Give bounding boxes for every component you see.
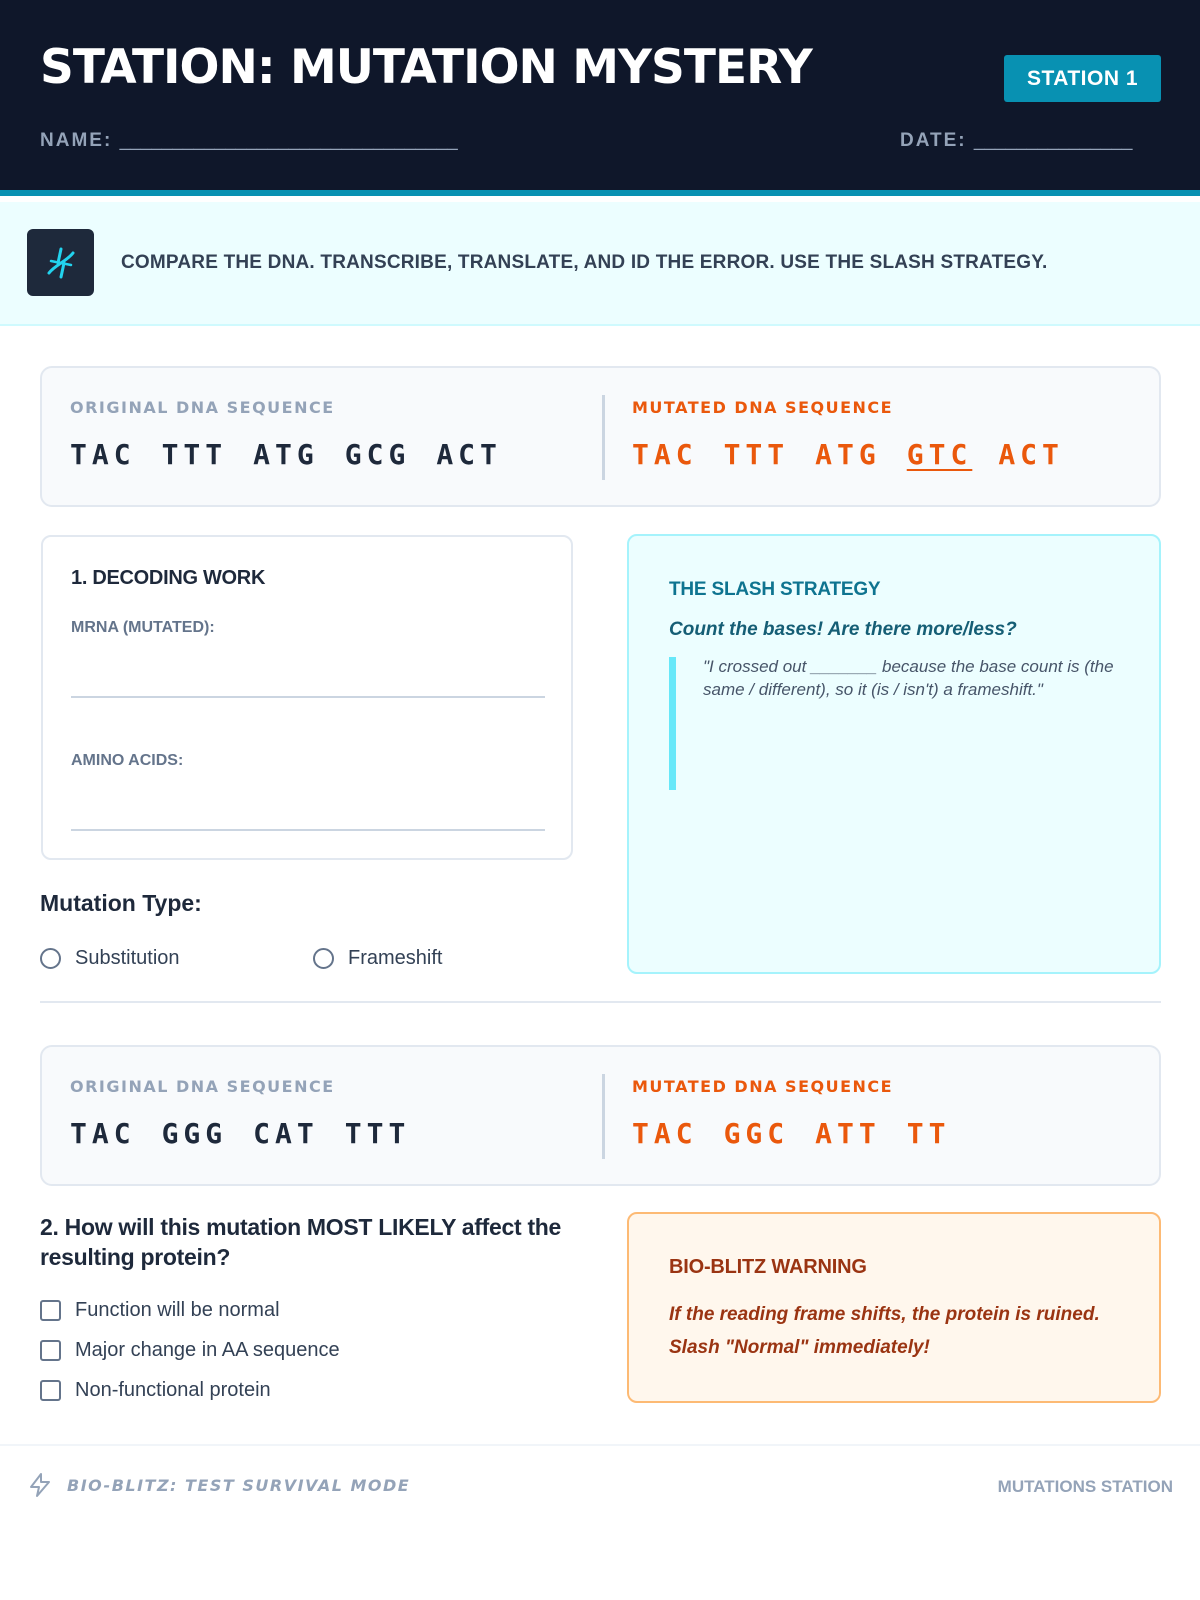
page-title: STATION: MUTATION MYSTERY	[40, 40, 812, 95]
name-label: NAME:	[40, 130, 113, 151]
codon: TAC	[70, 1117, 136, 1150]
checkbox-option-normal[interactable]	[40, 1299, 280, 1322]
codon: GCG	[344, 438, 411, 471]
checkbox[interactable]	[40, 1340, 61, 1361]
slash-question: Count the bases! Are there more/less?	[669, 619, 1017, 640]
footer-left-text: BIO-BLITZ: TEST SURVIVAL MODE	[67, 1475, 411, 1495]
codon: TAC	[632, 438, 698, 471]
divider	[602, 1074, 605, 1159]
decoding-heading: 1. DECODING WORK	[71, 567, 266, 589]
mrna-label: MRNA (MUTATED):	[71, 619, 215, 636]
codon: TTT	[344, 1117, 411, 1150]
quote-bar	[669, 657, 676, 790]
radio-label: Frameshift	[348, 947, 443, 969]
question-2: 2. How will this mutation MOST LIKELY affect the resulting protein?	[40, 1214, 562, 1270]
checkbox-option-non-functional[interactable]	[40, 1379, 271, 1402]
mrna-answer-line[interactable]	[71, 696, 545, 698]
codon: ATT	[815, 1117, 881, 1150]
mutated-dna-sequence	[632, 1117, 976, 1150]
header	[0, 0, 1200, 196]
radio-label: Substitution	[75, 947, 180, 969]
footer-right-text: MUTATIONS STATION	[997, 1477, 1173, 1496]
checkbox[interactable]	[40, 1300, 61, 1321]
instruction-text: COMPARE THE DNA. TRANSCRIBE, TRANSLATE, AND ID THE ERROR. USE THE SLASH STRATEGY.	[121, 252, 1048, 273]
footer-brand	[27, 1472, 410, 1498]
checkbox[interactable]	[40, 1380, 61, 1401]
section-divider	[40, 1001, 1161, 1003]
checkbox-label: Function will be normal	[75, 1299, 280, 1321]
original-dna-sequence	[70, 1117, 436, 1150]
instruction-bar	[0, 202, 1200, 326]
original-dna-label: ORIGINAL DNA SEQUENCE	[70, 1077, 335, 1096]
codon: ACT	[998, 438, 1064, 471]
bio-blitz-warning	[627, 1212, 1161, 1403]
codon: TTT	[723, 438, 790, 471]
mutation-type-label: Mutation Type:	[40, 890, 202, 916]
original-dna-sequence	[70, 438, 528, 471]
station-badge: STATION 1	[1004, 55, 1161, 102]
codon: TT	[906, 1117, 951, 1150]
slash-quote: "I crossed out _______ because the base count is (the same / different), so it (is / isn't) a frameshift."	[703, 657, 1114, 699]
checkbox-label: Major change in AA sequence	[75, 1339, 340, 1361]
codon: ATG	[815, 438, 881, 471]
mutated-codon-highlight: GTC	[906, 438, 973, 471]
slash-strategy-card	[627, 534, 1161, 974]
footer-divider	[0, 1444, 1200, 1446]
radio-circle[interactable]	[313, 948, 334, 969]
decoding-work-card	[41, 535, 573, 860]
radio-circle[interactable]	[40, 948, 61, 969]
amino-acids-answer-line[interactable]	[71, 829, 545, 831]
dna-panel-2	[40, 1045, 1161, 1186]
mutated-dna-sequence	[632, 438, 1090, 471]
codon: TAC	[70, 438, 136, 471]
codon: CAT	[253, 1117, 319, 1150]
original-dna-label: ORIGINAL DNA SEQUENCE	[70, 398, 335, 417]
codon: GGC	[723, 1117, 790, 1150]
mutated-dna-label: MUTATED DNA SEQUENCE	[632, 1077, 894, 1096]
warning-heading: BIO-BLITZ WARNING	[669, 1256, 867, 1278]
warning-text: If the reading frame shifts, the protein is ruined. Slash "Normal" immediately!	[669, 1304, 1100, 1358]
codon: ACT	[436, 438, 502, 471]
checkbox-label: Non-functional protein	[75, 1379, 271, 1401]
codon: ATG	[253, 438, 319, 471]
codon: TAC	[632, 1117, 698, 1150]
slash-heading: THE SLASH STRATEGY	[669, 579, 881, 600]
mutated-dna-label: MUTATED DNA SEQUENCE	[632, 398, 894, 417]
radio-substitution[interactable]	[40, 947, 180, 970]
date-label: DATE:	[900, 130, 967, 151]
dna-panel-1	[40, 366, 1161, 507]
codon: GGG	[161, 1117, 228, 1150]
divider	[602, 395, 605, 480]
radio-frameshift[interactable]	[313, 947, 442, 970]
amino-acids-label: AMINO ACIDS:	[71, 752, 184, 769]
checkbox-option-major-change[interactable]	[40, 1339, 340, 1362]
name-field[interactable]	[40, 130, 458, 152]
lightning-icon	[27, 1472, 53, 1498]
date-field[interactable]	[900, 130, 1132, 152]
dna-icon	[27, 229, 94, 296]
date-line[interactable]: _______________	[973, 130, 1133, 151]
codon: TTT	[161, 438, 228, 471]
name-line[interactable]: ________________________________	[119, 130, 458, 151]
